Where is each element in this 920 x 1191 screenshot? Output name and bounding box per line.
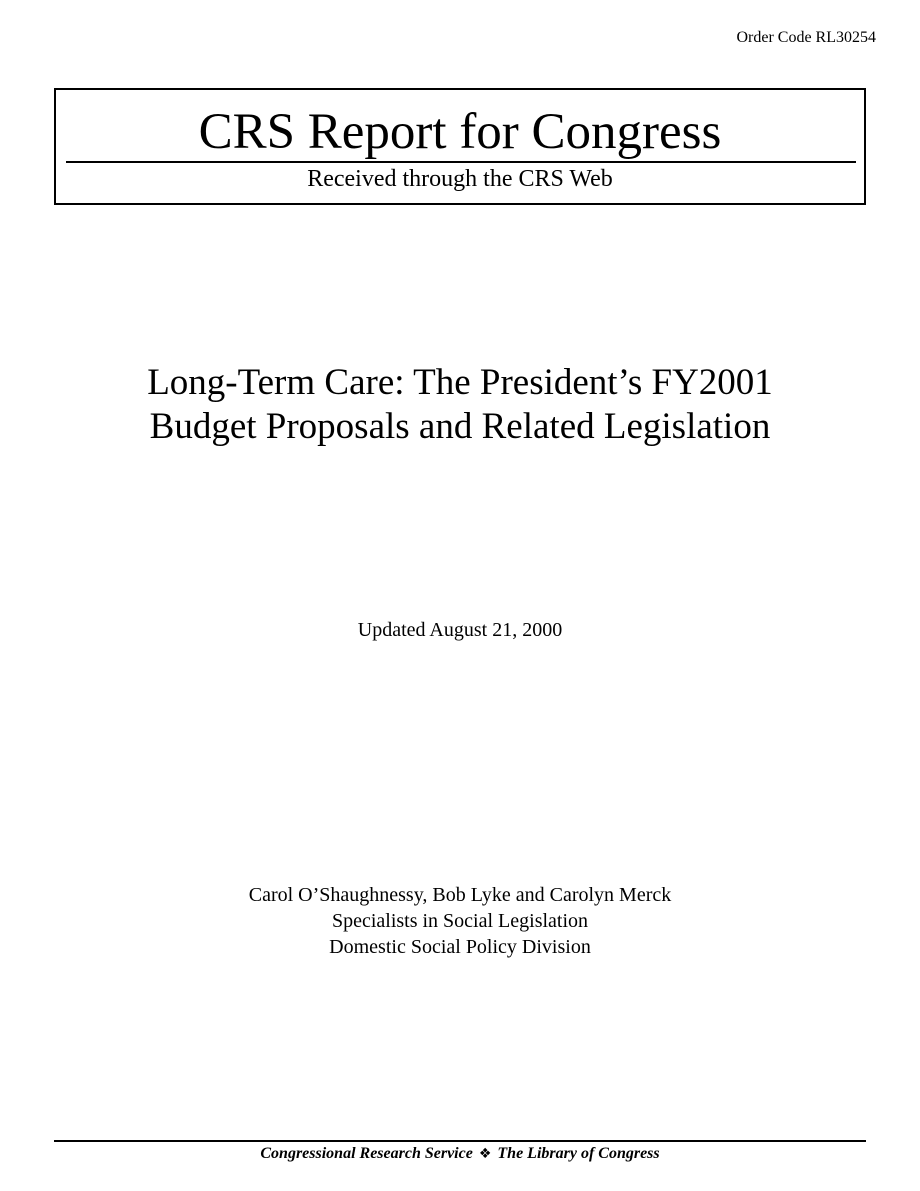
diamond-separator-icon: ❖ xyxy=(478,1146,492,1162)
banner-divider xyxy=(66,161,856,163)
author-position: Specialists in Social Legislation xyxy=(331,910,589,932)
footer xyxy=(0,1143,920,1165)
banner-subtitle: Received through the CRS Web xyxy=(307,166,613,192)
footer-crs: Congressional Research Service xyxy=(260,1145,473,1162)
footer-divider xyxy=(54,1140,866,1142)
report-title-line-2: Budget Proposals and Related Legislation xyxy=(149,406,771,447)
author-division: Domestic Social Policy Division xyxy=(329,936,591,958)
banner-title: CRS Report for Congress xyxy=(198,104,722,160)
updated-date: Updated August 21, 2000 xyxy=(357,619,563,641)
report-title-line-1: Long-Term Care: The President’s FY2001 xyxy=(147,362,773,403)
footer-library: The Library of Congress xyxy=(497,1145,660,1162)
report-banner xyxy=(54,88,866,205)
author-block xyxy=(0,882,920,960)
author-names: Carol O’Shaughnessy, Bob Lyke and Carolyn Merck xyxy=(248,884,672,906)
order-code: Order Code RL30254 xyxy=(736,29,876,46)
